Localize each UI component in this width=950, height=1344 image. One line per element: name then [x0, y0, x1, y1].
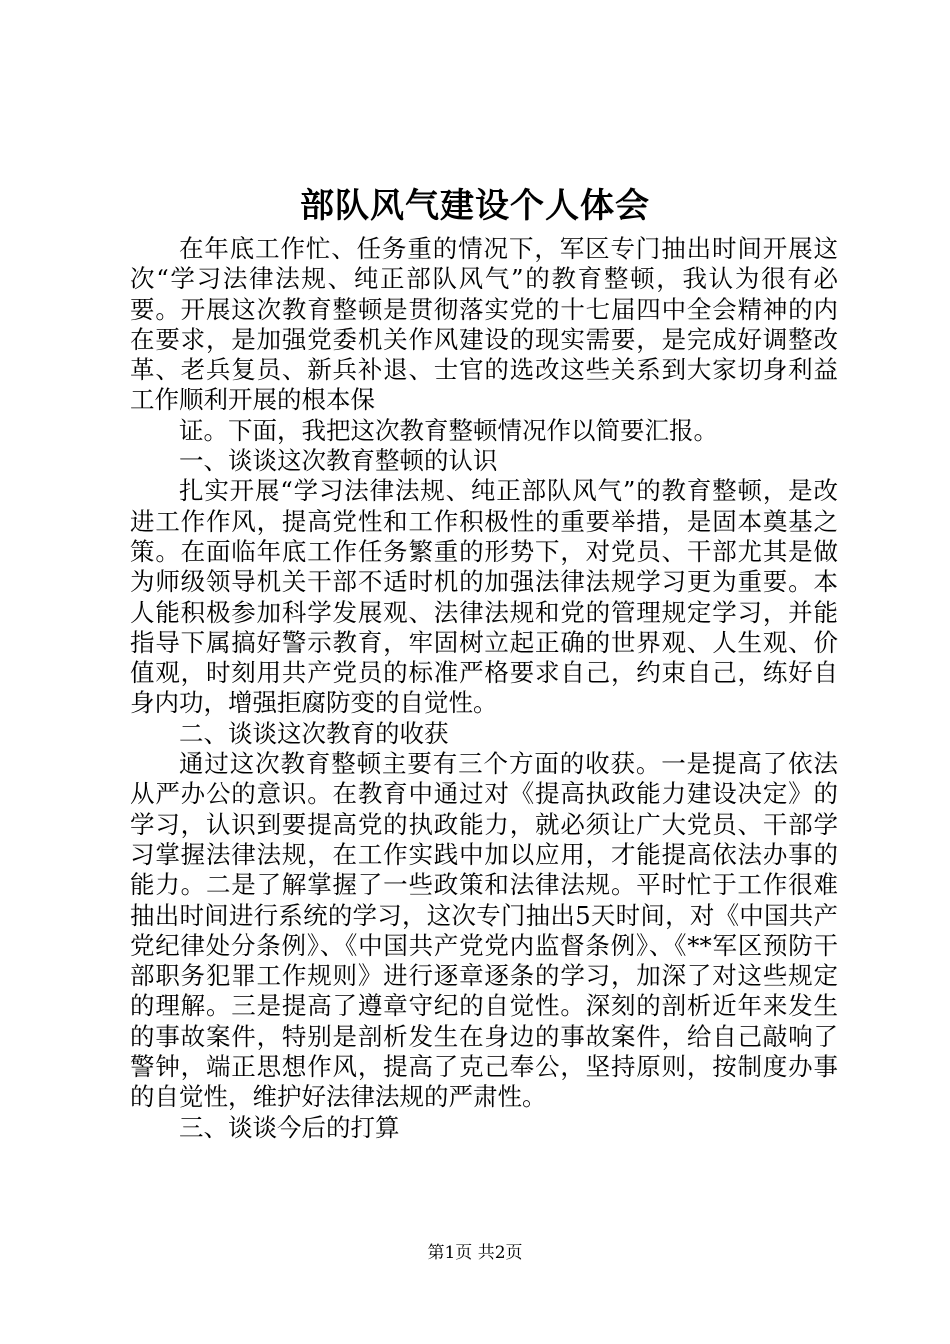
section-heading-3: 三、谈谈今后的打算: [179, 1112, 400, 1142]
paragraph-intro-continued: 证。下面，我把这次教育整顿情况作以简要汇报。: [179, 415, 718, 445]
document-title: 部队风气建设个人体会: [300, 186, 650, 226]
paragraph-intro: 在年底工作忙、任务重的情况下，军区专门抽出时间开展这次“学习法律法规、纯正部队风气”的教育整顿，我认为很有必要。开展这次教育整顿是贯彻落实党的十七届四中全会精神的内在要求，是加强党委机关作风建设的现实需要，是完成好调整改革、老兵复员、新兵补退、士官的选改这些关系到大家切身利益工作顺利开展的根本保: [130, 234, 838, 415]
section-heading-2: 二、谈谈这次教育的收获: [179, 718, 449, 748]
paragraph-section-2: 通过这次教育整顿主要有三个方面的收获。一是提高了依法从严办公的意识。在教育中通过对《提高执政能力建设决定》的学习，认识到要提高党的执政能力，就必须让广大党员、干部学习掌握法律法规，在工作实践中加以应用，才能提高依法办事的能力。二是了解掌握了一些政策和法律法规。平时忙于工作很难抽出时间进行系统的学习，这次专门抽出5天时间，对《中国共产党纪律处分条例》、《中国共产党党内监督条例》、《**军区预防干部职务犯罪工作规则》进行逐章逐条的学习，加深了对这些规定的理解。三是提高了遵章守纪的自觉性。深刻的剖析近年来发生的事故案件，特别是剖析发生在身边的事故案件，给自己敲响了警钟，端正思想作风，提高了克己奉公，坚持原则，按制度办事的自觉性，维护好法律法规的严肃性。: [130, 749, 838, 1112]
page-number-footer: 第1页 共2页: [427, 1243, 523, 1263]
document-body: [130, 234, 838, 1143]
paragraph-section-1: 扎实开展“学习法律法规、纯正部队风气”的教育整顿，是改进工作作风，提高党性和工作积极性的重要举措，是固本奠基之策。在面临年底工作任务繁重的形势下，对党员、干部尤其是做为师级领导机关干部不适时机的加强法律法规学习更为重要。本人能积极参加科学发展观、法律法规和党的管理规定学习，并能指导下属搞好警示教育，牢固树立起正确的世界观、人生观、价值观，时刻用共产党员的标准严格要求自己，约束自己，练好自身内功，增强拒腐防变的自觉性。: [130, 476, 838, 718]
section-heading-1: 一、谈谈这次教育整顿的认识: [179, 446, 498, 476]
